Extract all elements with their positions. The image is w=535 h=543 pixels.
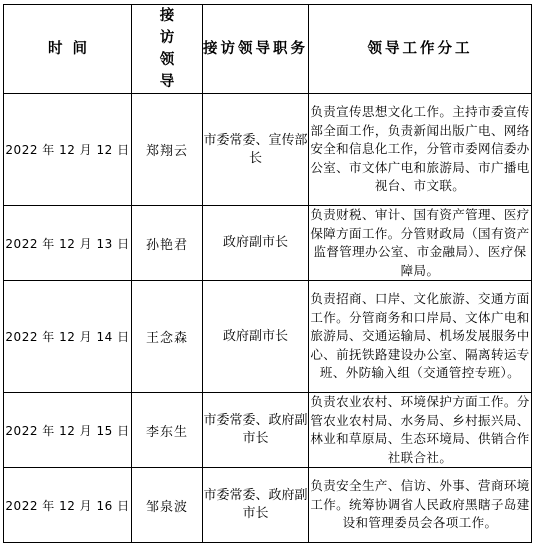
row-date: 2022 年 12 月 15 日 (4, 393, 132, 468)
header-leader-duties-label: 领导工作分工 (367, 41, 473, 57)
header-reception-leader-label: 接访领导 (159, 8, 184, 90)
header-leader-duties (309, 5, 532, 94)
row-leader-name: 李东生 (132, 393, 203, 468)
row-leader-name: 郑翔云 (132, 94, 203, 206)
header-time (4, 5, 132, 94)
leader-reception-table (3, 4, 532, 543)
table-header-row (4, 5, 532, 94)
row-date: 2022 年 12 月 12 日 (4, 94, 132, 206)
row-leader-duties: 负责宣传思想文化工作。主持市委宣传部全面工作，负责新闻出版广电、网络安全和信息化工作，分管市委网信委办公室、市文体广电和旅游局、市广播电视台、市文联。 (309, 94, 532, 206)
table-row (4, 468, 532, 543)
row-leader-post: 政府副市长 (203, 281, 309, 393)
header-leader-post (203, 5, 309, 94)
row-leader-post: 政府副市长 (203, 206, 309, 281)
reception-schedule-sheet (3, 4, 532, 543)
row-date: 2022 年 12 月 14 日 (4, 281, 132, 393)
row-date: 2022 年 12 月 16 日 (4, 468, 132, 543)
header-time-label: 时间 (48, 41, 97, 57)
table-row (4, 94, 532, 206)
row-leader-post: 市委常委、政府副市长 (203, 393, 309, 468)
row-leader-duties: 负责招商、口岸、文化旅游、交通方面工作。分管商务和口岸局、文体广电和旅游局、交通运输局、机场发展服务中心、前抚铁路建设办公室、隔离转运专班、外防输入组（交通管控专班）。 (309, 281, 532, 393)
table-row (4, 206, 532, 281)
row-leader-name: 王念森 (132, 281, 203, 393)
table-row (4, 281, 532, 393)
row-date: 2022 年 12 月 13 日 (4, 206, 132, 281)
row-leader-duties: 负责财税、审计、国有资产管理、医疗保障方面工作。分管财政局（国有资产监督管理办公室、市金融局）、医疗保障局。 (309, 206, 532, 281)
header-reception-leader (132, 5, 203, 94)
row-leader-post: 市委常委、政府副市长 (203, 468, 309, 543)
row-leader-name: 邹泉波 (132, 468, 203, 543)
header-leader-post-label: 接访领导职务 (203, 41, 308, 57)
row-leader-name: 孙艳君 (132, 206, 203, 281)
row-leader-duties: 负责安全生产、信访、外事、营商环境工作。统筹协调省人民政府黑瞎子岛建设和管理委员会各项工作。 (309, 468, 532, 543)
row-leader-post: 市委常委、宣传部长 (203, 94, 309, 206)
table-row (4, 393, 532, 468)
row-leader-duties: 负责农业农村、环境保护方面工作。分管农业农村局、水务局、乡村振兴局、林业和草原局、生态环境局、供销合作社联合社。 (309, 393, 532, 468)
